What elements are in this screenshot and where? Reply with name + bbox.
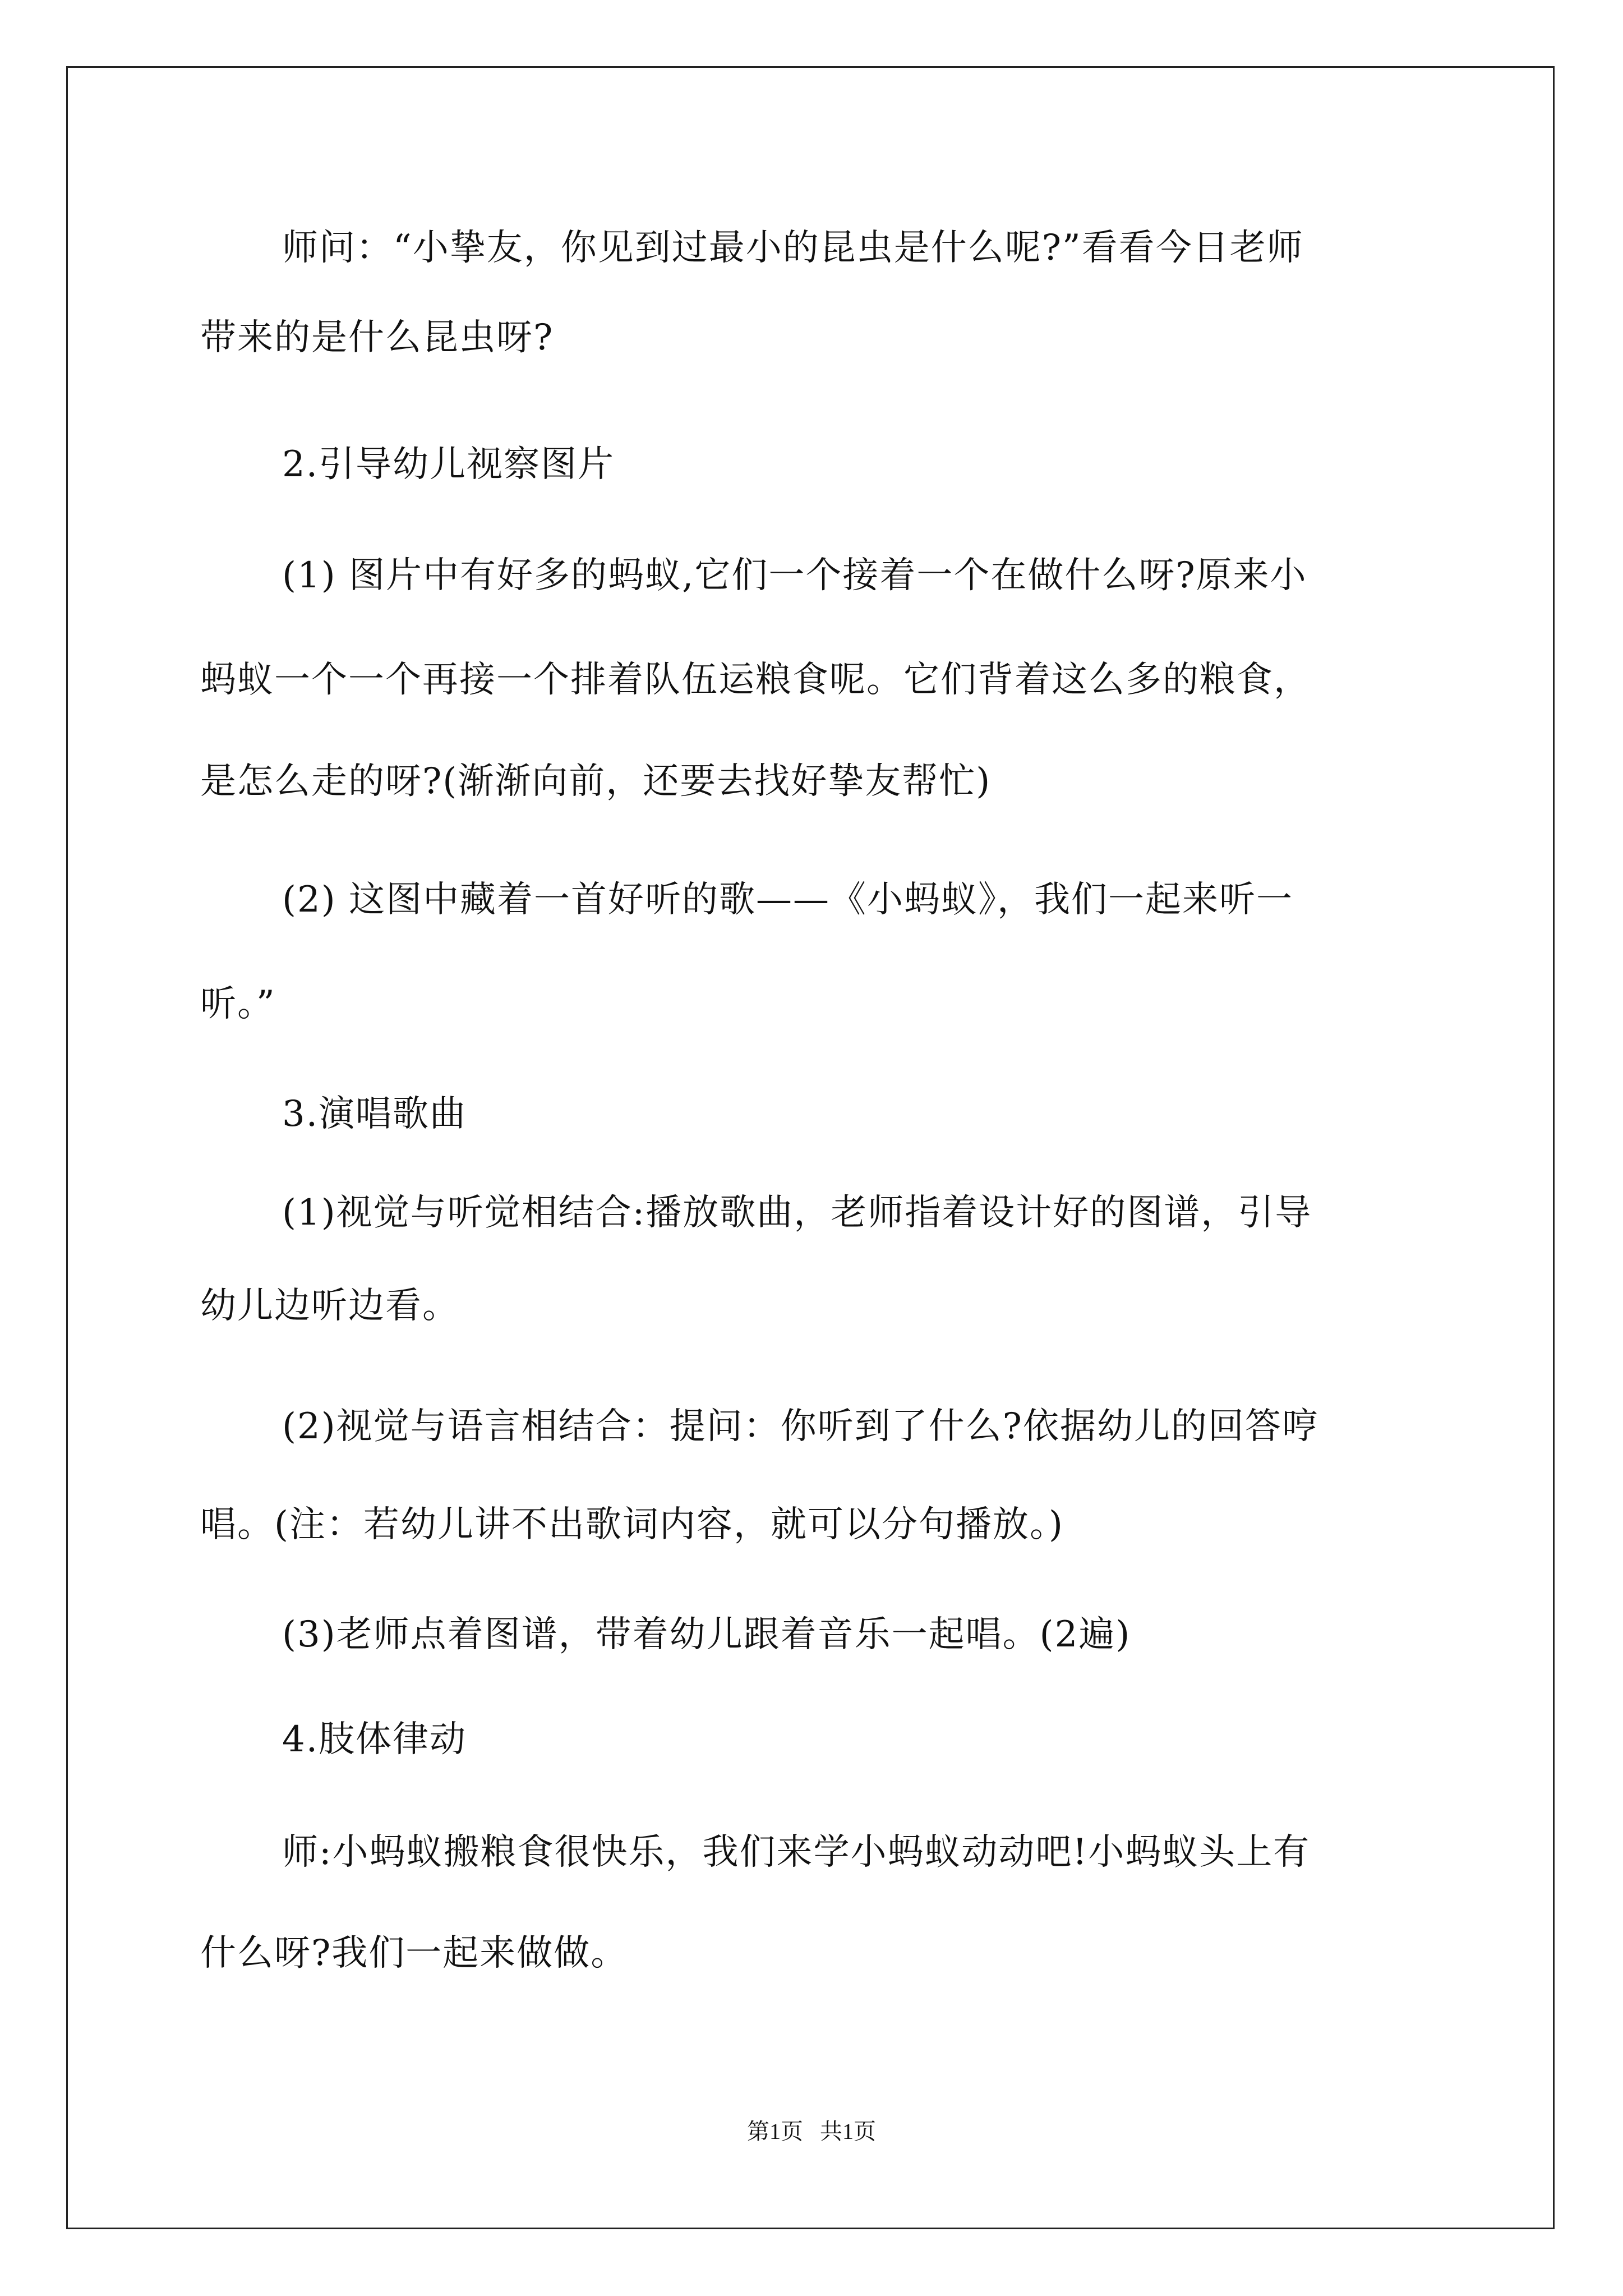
page-footer: 第1页 共1页 <box>747 2119 876 2144</box>
paragraph-line: (1)视觉与听觉相结合:播放歌曲，老师指着设计好的图谱，引导 <box>282 1192 1312 1234</box>
paragraph-line: 带来的是什么昆虫呀? <box>200 317 554 358</box>
paragraph-line: 蚂蚁一个一个再接一个排着队伍运粮食呢。它们背着这么多的粮食， <box>200 659 1311 701</box>
page-border <box>66 66 1555 2229</box>
paragraph-line: 什么呀?我们一起来做做。 <box>200 1932 628 1974</box>
section-heading: 2.引导幼儿视察图片 <box>282 444 615 485</box>
paragraph-line: 幼儿边听边看。 <box>200 1285 459 1327</box>
paragraph-line: (1) 图片中有好多的蚂蚁,它们一个接着一个在做什么呀?原来小 <box>282 555 1307 596</box>
paragraph-line: 是怎么走的呀?(渐渐向前，还要去找好挚友帮忙) <box>200 761 992 802</box>
paragraph-line: 听。” <box>200 983 276 1025</box>
paragraph-line: 师问：“小挚友，你见到过最小的昆虫是什么呢?”看看今日老师 <box>282 227 1304 269</box>
section-heading: 3.演唱歌曲 <box>282 1093 467 1135</box>
paragraph-line: (2) 这图中藏着一首好听的歌——《小蚂蚁》，我们一起来听一 <box>282 879 1293 921</box>
paragraph-line: (2)视觉与语言相结合：提问：你听到了什么?依据幼儿的回答哼 <box>282 1406 1319 1447</box>
section-heading: 4.肢体律动 <box>282 1719 467 1760</box>
paragraph-line: 师:小蚂蚁搬粮食很快乐，我们来学小蚂蚁动动吧!小蚂蚁头上有 <box>282 1832 1311 1873</box>
paragraph-line: (3)老师点着图谱，带着幼儿跟着音乐一起唱。(2遍) <box>282 1614 1131 1655</box>
paragraph-line: 唱。(注：若幼儿讲不出歌词内容，就可以分句播放。) <box>200 1504 1064 1545</box>
